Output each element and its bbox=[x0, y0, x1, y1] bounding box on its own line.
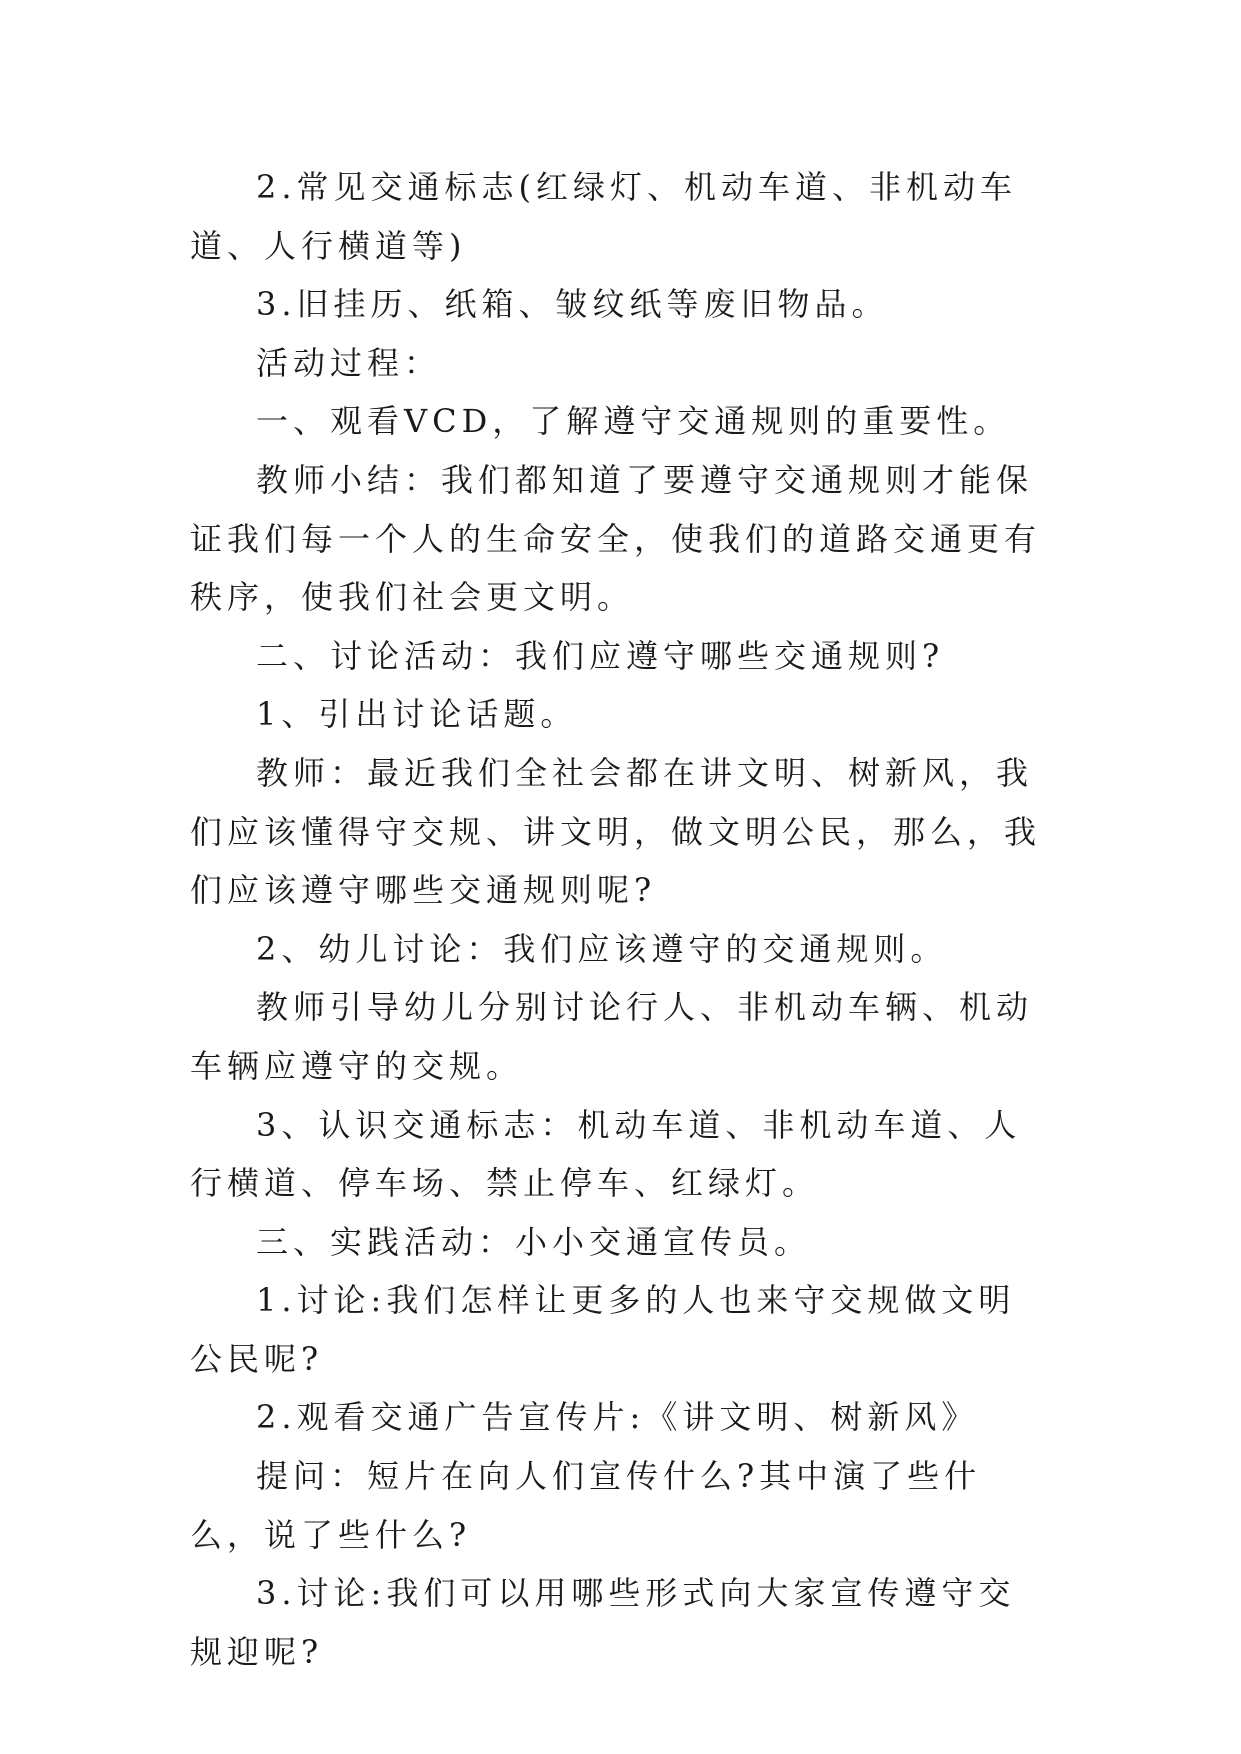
document-body bbox=[190, 158, 1050, 1681]
paragraph-traffic-signs: 3、认识交通标志：机动车道、非机动车道、人行横道、停车场、禁止停车、红绿灯。 bbox=[190, 1105, 1022, 1203]
paragraph-child-discussion: 2、幼儿讨论：我们应该遵守的交通规则。 bbox=[256, 929, 948, 968]
paragraph-question: 提问：短片在向人们宣传什么?其中演了些什么，说了些什么? bbox=[190, 1457, 982, 1554]
paragraph-teacher-guide: 教师引导幼儿分别讨论行人、非机动车辆、机动车辆应遵守的交规。 bbox=[190, 988, 1034, 1085]
paragraph-section-1: 一、观看VCD，了解遵守交通规则的重要性。 bbox=[256, 402, 1011, 441]
paragraph-section-2: 二、讨论活动：我们应遵守哪些交通规则? bbox=[256, 636, 945, 675]
paragraph-practice-2: 2.观看交通广告宣传片:《讲文明、树新风》 bbox=[256, 1398, 979, 1437]
paragraph-section-3: 三、实践活动：小小交通宣传员。 bbox=[256, 1222, 812, 1261]
paragraph-process-heading: 活动过程： bbox=[256, 343, 442, 382]
paragraph-practice-3: 3.讨论:我们可以用哪些形式向大家宣传遵守交规迎呢? bbox=[190, 1574, 1016, 1671]
paragraph-materials-2: 2.常见交通标志(红绿灯、机动车道、非机动车道、人行横道等) bbox=[190, 168, 1018, 265]
paragraph-teacher-prompt: 教师：最近我们全社会都在讲文明、树新风，我们应该懂得守交规、讲文明，做文明公民，那么，我们应该遵守哪些交通规则呢? bbox=[190, 753, 1042, 910]
paragraph-topic-intro: 1、引出讨论话题。 bbox=[256, 695, 578, 734]
paragraph-materials-3: 3.旧挂历、纸箱、皱纹纸等废旧物品。 bbox=[256, 285, 889, 324]
paragraph-practice-1: 1.讨论:我们怎样让更多的人也来守交规做文明公民呢? bbox=[190, 1281, 1016, 1378]
paragraph-teacher-summary: 教师小结：我们都知道了要遵守交通规则才能保证我们每一个人的生命安全，使我们的道路交通更有秩序，使我们社会更文明。 bbox=[190, 460, 1042, 617]
